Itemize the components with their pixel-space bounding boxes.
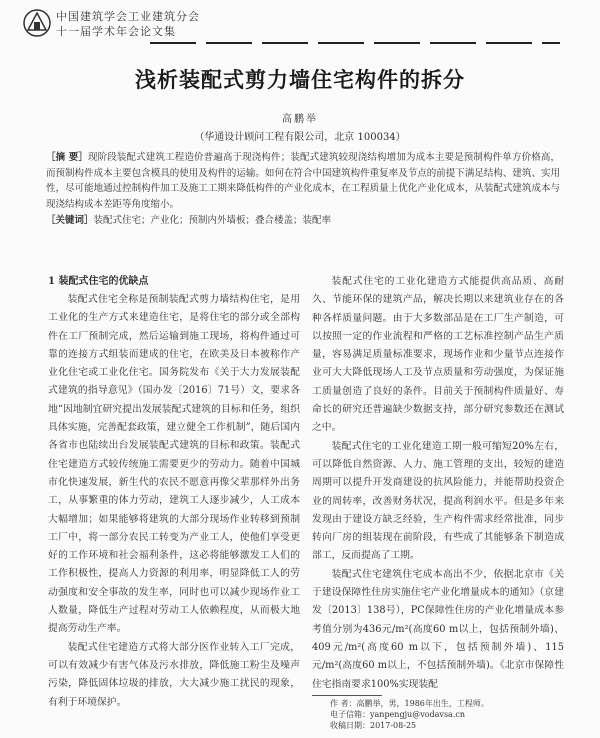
journal-header	[22, 6, 582, 46]
footnote-rule	[312, 695, 382, 696]
author-affiliation: （华通设计顾问工程有限公司，北京 100034）	[194, 132, 406, 143]
abstract	[46, 150, 560, 212]
footnote-author: 作 者：高鹏举，男，1986年出生，工程师。	[330, 699, 489, 708]
abstract-tag: ［摘 要］	[46, 152, 88, 163]
society-logo-icon	[22, 8, 52, 38]
keywords	[46, 213, 560, 228]
body-paragraph: 装配式住宅建造方式将大部分医作业转入工厂完成，可以有效减少有害气体及污水排放，降低施工粉尘及噪声污染，降低固体垃圾的排放，大大减少施工扰民的现象，有利于环境保护。	[48, 641, 300, 708]
footnote-date: 收稿日期：2017-08-25	[330, 721, 417, 730]
body-paragraph: 装配式住宅的工业化建造方式能提供高品质、高耐久、节能环保的建筑产品，解决长期以来建筑业存在的各种各样质量问题。由于大多数部品是在工厂生产制造，可以按照一定的作业流程和严格的工艺标准控制产品生产质量，容易满足质量标准要求，现场作业和少量节点连接作业可大大降低现场人工及节点质量和劳动强度，为保证施工质量创造了良好的条件。目前关于预制构件质量好、寿命长的研究还普遍缺少数据支持，部分研究参数还在测试之中。	[312, 276, 564, 434]
body-column-left	[48, 273, 300, 712]
journal-line1: 中国建筑学会工业建筑分会	[56, 10, 200, 23]
body-paragraph: 装配式住宅的工业化建造工期一般可缩短20%左右，可以降低自然资源、人力、施工管理的支出，较短的建造周期可以提升开发商建设的抗风险能力，并能帮助投资企业的周转率，改善财务状况，提高利润水平。但是多年来发现由于建设方缺乏经验，生产构件需求经常批准，同步转向厂房的组装现在前阶段，有些成了其能够条下制造成部工，反而提高了工期。	[312, 440, 564, 562]
paper-title: 浅析装配式剪力墙住宅构件的拆分	[135, 67, 465, 92]
author-name: 高鹏举	[282, 114, 318, 125]
body-column-right	[312, 273, 564, 694]
header-dashed-rule	[150, 42, 560, 44]
keywords-text: 装配式住宅；产业化；预制内外墙板；叠合楼盖；装配率	[93, 215, 332, 226]
footnote	[330, 698, 580, 731]
section-heading: 1 装配式住宅的优缺点	[48, 276, 149, 287]
footnote-email: 电子信箱：yanpengju@vodavsa.cn	[330, 710, 465, 719]
body-paragraph: 装配式住宅全称是预制装配式剪力墙结构住宅，是用工业化的生产方式来建造住宅，是将住宅的部分或全部构件在工厂预制完成，然后运输到施工现场，将构件通过可靠的连接方式组装而建成的住宅，在欧美及日本被称作产业化住宅或工业化住宅。国务院发布《关于大力发展装配式建筑的指导意见》（国办发〔2016〕71号）文，要求各地“因地制宜研究提出发展装配式建筑的目标和任务，组织具体实施，完善配套政策，建立健全工作机制”，随后国内各省市也陆续出台发展装配式建筑的目标和政策。装配式住宅建造方式较传统施工需要更少的劳动力。随着中国城市化快速发展，新生代的农民不愿意再像父辈那样外出务工，从事繁重的体力劳动，建筑工人逐步减少，人工成本大幅增加；如果能够将建筑的大部分现场作业转移到预制工厂中，将一部分农民工转变为产业工人，使他们享受更好的工作环境和社会福利条件，这必将能够激发工人们的工作积极性，提高人力资源的利用率，明显降低工人的劳动强度和安全事故的发生率，同时也可以减少现场作业工人数量，降低生产过程对劳动工人依赖程度，从而极大地提高劳动生产率。	[48, 294, 300, 635]
keywords-tag: ［关键词］	[46, 215, 94, 226]
journal-line2: 十一届学术年会论文集	[56, 25, 176, 38]
body-paragraph: 装配式住宅建筑住宅成本高出不少，依据北京市《关于建设保障性住房实施住宅产业化增量成本的通知》（京建发〔2013〕138号），PC保障性住房的产业化增量成本参考值分别为436元/m²(高度60 m以上，包括预制外墙)、409元/m²(高度60 m以下，包括预制外墙)、115元/m²(高度60 m以上，不包括预制外墙)。《北京市保障性住宅指南要求100%实现装配	[312, 568, 564, 690]
journal-name	[56, 9, 200, 39]
abstract-text: 现阶段装配式建筑工程造价普遍高于现浇构件；装配式建筑较现浇结构增加为成本主要是预制构件单方价格高，而预制构件成本主要包含模具的使用及构件的运输。如何在符合中国建筑构件重复率及节点的前提下满足结构、建筑、实用性，尽可能地通过控制构件加工及施工工期来降低构件的产业化成本，在工程质量上优化产业化成本，从装配式建筑成本与现浇结构成本差距等角度缩小。	[46, 152, 560, 210]
